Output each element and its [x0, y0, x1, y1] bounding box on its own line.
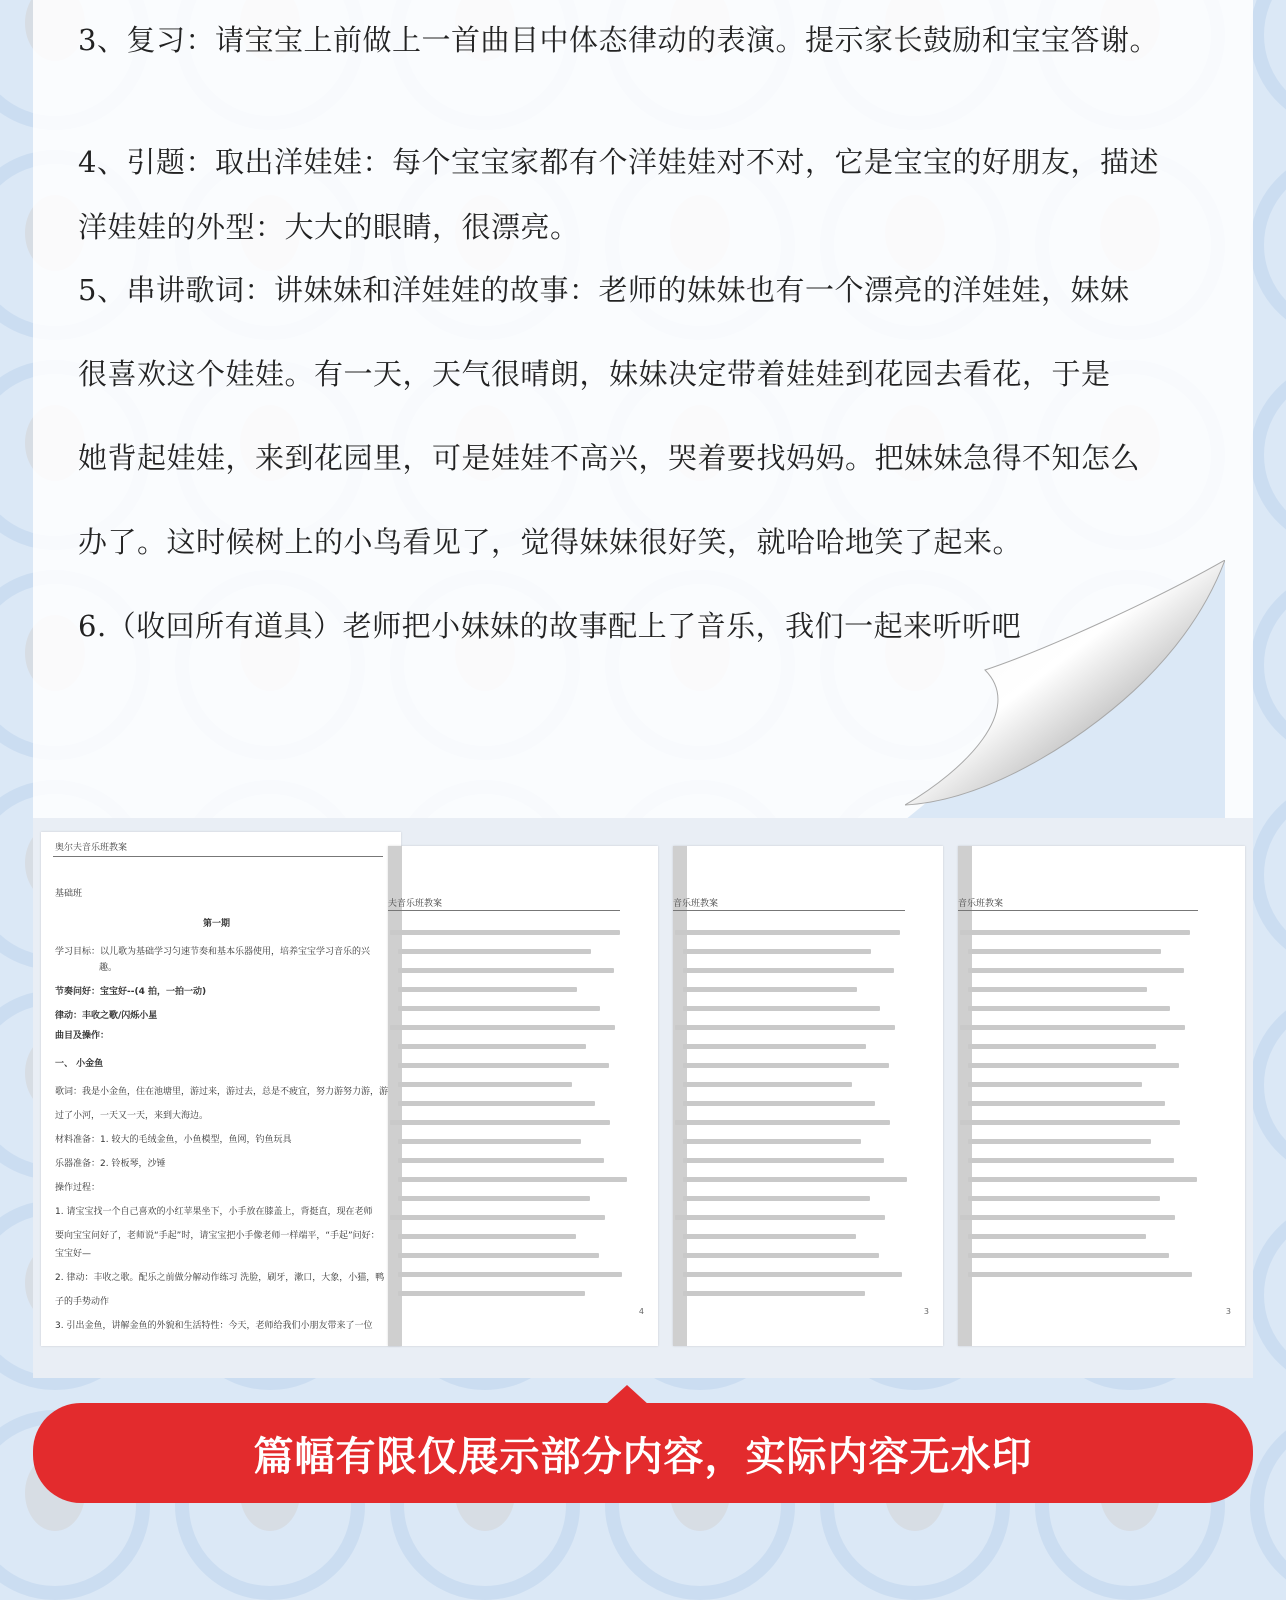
page-gutter	[673, 846, 687, 1346]
watermark-circle	[1250, 1410, 1286, 1600]
text-line: 歌词：我是小金鱼，住在池塘里，游过来，游过去，总是不疲宜，努力游努力游，游	[55, 1087, 389, 1097]
page-subtitle: 基础班	[55, 889, 83, 899]
page-header: 音乐班教案	[673, 899, 719, 909]
text-line-placeholder	[675, 930, 900, 935]
text-line-placeholder	[675, 1120, 890, 1125]
header-rule	[958, 910, 1198, 911]
text-line: 1. 请宝宝找一个自己喜欢的小红苹果坐下，小手放在膝盖上，背挺直，现在老师	[55, 1207, 373, 1217]
watermark-circle	[1250, 990, 1286, 1180]
document-page-top	[33, 0, 1253, 818]
text-line-placeholder	[398, 1158, 604, 1163]
text-line: 操作过程：	[55, 1183, 101, 1193]
page-header: 音乐班教案	[958, 899, 1004, 909]
text-line: 乐器准备：2. 铃板琴，沙锤	[55, 1159, 166, 1169]
page-gutter	[388, 846, 402, 1346]
text-line-placeholder	[398, 1196, 590, 1201]
text-line-placeholder	[390, 1025, 615, 1030]
page-period: 第一期	[203, 919, 231, 929]
text-line-placeholder	[683, 1101, 875, 1106]
text-line-placeholder	[398, 1272, 622, 1277]
text-line: 趣。	[99, 963, 118, 973]
page-number: 3	[923, 1307, 929, 1316]
page-header: 奥尔夫音乐班教案	[55, 843, 128, 853]
watermark-circle	[1250, 360, 1286, 550]
header-rule	[673, 910, 905, 911]
text-line-placeholder	[398, 949, 591, 954]
text-line-placeholder	[398, 1177, 627, 1182]
text-line: 学习目标：以儿歌为基础学习匀速节奏和基本乐器使用，培养宝宝学习音乐的兴	[55, 947, 371, 957]
text-line-placeholder	[390, 1120, 610, 1125]
text-line-placeholder	[398, 1101, 595, 1106]
text-line-placeholder	[683, 1272, 902, 1277]
text-line-placeholder	[968, 1158, 1174, 1163]
text-line: 一、 小金鱼	[55, 1059, 104, 1069]
text-line: 曲目及操作：	[55, 1031, 110, 1041]
text-line-placeholder	[398, 987, 577, 992]
text-line-placeholder	[968, 968, 1184, 973]
text-line-placeholder	[398, 1063, 609, 1068]
text-line-placeholder	[683, 949, 871, 954]
watermark-circle	[1250, 1200, 1286, 1390]
page-gutter	[958, 846, 972, 1346]
text-line-placeholder	[398, 1253, 599, 1258]
text-line-placeholder	[960, 1120, 1180, 1125]
text-line: 很喜欢这个娃娃。有一天，天气很晴朗，妹妹决定带着娃娃到花园去看花，于是	[78, 357, 1111, 391]
header-rule	[53, 856, 383, 857]
text-line-placeholder	[683, 1253, 879, 1258]
text-line-placeholder	[398, 1234, 576, 1239]
text-line-placeholder	[683, 1234, 856, 1239]
text-line: 6.（收回所有道具）老师把小妹妹的故事配上了音乐，我们一起来听听吧	[78, 609, 1022, 643]
text-line: 洋娃娃的外型：大大的眼睛，很漂亮。	[78, 210, 580, 244]
text-line-placeholder	[968, 1101, 1165, 1106]
text-line-placeholder	[683, 968, 894, 973]
text-line-placeholder	[683, 1158, 884, 1163]
text-line: 节奏问好：宝宝好--(4 拍，一拍一动)	[55, 987, 207, 997]
text-line-placeholder	[968, 1063, 1179, 1068]
watermark-circle	[1250, 780, 1286, 970]
page-curl-icon	[905, 560, 1225, 820]
thumbnail-page-4[interactable]	[958, 846, 1245, 1346]
watermark-circle	[1250, 0, 1286, 130]
text-line-placeholder	[968, 1234, 1146, 1239]
text-line: 过了小河，一天又一天，来到大海边。	[55, 1111, 209, 1121]
text-line-placeholder	[968, 1006, 1170, 1011]
watermark-circle	[1250, 150, 1286, 340]
thumbnail-page-1[interactable]	[41, 832, 401, 1346]
text-line-placeholder	[968, 1196, 1160, 1201]
text-line-placeholder	[683, 1006, 880, 1011]
text-line: 律动：丰收之歌/闪烁小星	[55, 1011, 158, 1021]
text-line-placeholder	[683, 1196, 870, 1201]
page-number: 4	[638, 1307, 644, 1316]
banner-text: 篇幅有限仅展示部分内容，实际内容无水印	[253, 1433, 1033, 1480]
text-line: 材料准备：1. 较大的毛绒金鱼，小鱼模型，鱼网，钓鱼玩具	[55, 1135, 292, 1145]
text-line-placeholder	[675, 1025, 895, 1030]
text-line: 子的手势动作	[55, 1297, 110, 1307]
text-line-placeholder	[398, 968, 614, 973]
text-line: 2. 律动：丰收之歌。配乐之前做分解动作练习 洗脸，刷牙，漱口，大象，小猫，鸭	[55, 1273, 385, 1283]
thumbnail-strip	[33, 818, 1253, 1378]
text-line-placeholder	[398, 1006, 600, 1011]
text-line-placeholder	[675, 1215, 885, 1220]
text-line: 办了。这时候树上的小鸟看见了，觉得妹妹很好笑，就哈哈地笑了起来。	[78, 525, 1023, 559]
text-line-placeholder	[398, 1291, 585, 1296]
text-line-placeholder	[390, 1215, 605, 1220]
thumbnail-page-2[interactable]	[388, 846, 658, 1346]
banner-pointer	[605, 1385, 649, 1405]
text-line-placeholder	[683, 1044, 866, 1049]
text-line: 5、串讲歌词：讲妹妹和洋娃娃的故事：老师的妹妹也有一个漂亮的洋娃娃，妹妹	[78, 273, 1130, 307]
text-line-placeholder	[398, 1139, 581, 1144]
text-line: 4、引题：取出洋娃娃：每个宝宝家都有个洋娃娃对不对，它是宝宝的好朋友，描述	[78, 145, 1159, 179]
text-line-placeholder	[683, 1291, 865, 1296]
text-line-placeholder	[683, 1177, 907, 1182]
watermark-circle	[1250, 570, 1286, 760]
text-line-placeholder	[968, 1044, 1156, 1049]
preview-notice-banner	[33, 1403, 1253, 1503]
text-line-placeholder	[968, 1253, 1169, 1258]
text-line-placeholder	[398, 1082, 572, 1087]
text-line-placeholder	[683, 1139, 861, 1144]
text-line-placeholder	[968, 1272, 1192, 1277]
text-line: 3、复习：请宝宝上前做上一首曲目中体态律动的表演。提示家长鼓励和宝宝答谢。	[78, 23, 1159, 57]
text-line: 要向宝宝问好了，老师说“手起”时，请宝宝把小手像老师一样端平，“手起”问好：	[55, 1231, 380, 1241]
text-line-placeholder	[683, 987, 857, 992]
text-line: 宝宝好—	[55, 1249, 92, 1259]
text-line-placeholder	[968, 1082, 1142, 1087]
text-line-placeholder	[390, 930, 620, 935]
text-line-placeholder	[398, 1044, 586, 1049]
text-line-placeholder	[968, 987, 1147, 992]
page-number: 3	[1225, 1307, 1231, 1316]
header-rule	[388, 910, 620, 911]
page-header: 夫音乐班教案	[388, 899, 443, 909]
text-line-placeholder	[968, 949, 1161, 954]
text-line-placeholder	[960, 930, 1190, 935]
text-line-placeholder	[960, 1025, 1185, 1030]
text-line-placeholder	[683, 1063, 889, 1068]
text-line: 3. 引出金鱼，讲解金鱼的外貌和生活特性：今天，老师给我们小朋友带来了一位	[55, 1321, 373, 1331]
text-line-placeholder	[968, 1177, 1197, 1182]
text-line-placeholder	[683, 1082, 852, 1087]
text-line: 她背起娃娃，来到花园里，可是娃娃不高兴，哭着要找妈妈。把妹妹急得不知怎么	[78, 441, 1141, 475]
text-line-placeholder	[960, 1215, 1175, 1220]
thumbnail-page-3[interactable]	[673, 846, 943, 1346]
text-line-placeholder	[968, 1139, 1151, 1144]
